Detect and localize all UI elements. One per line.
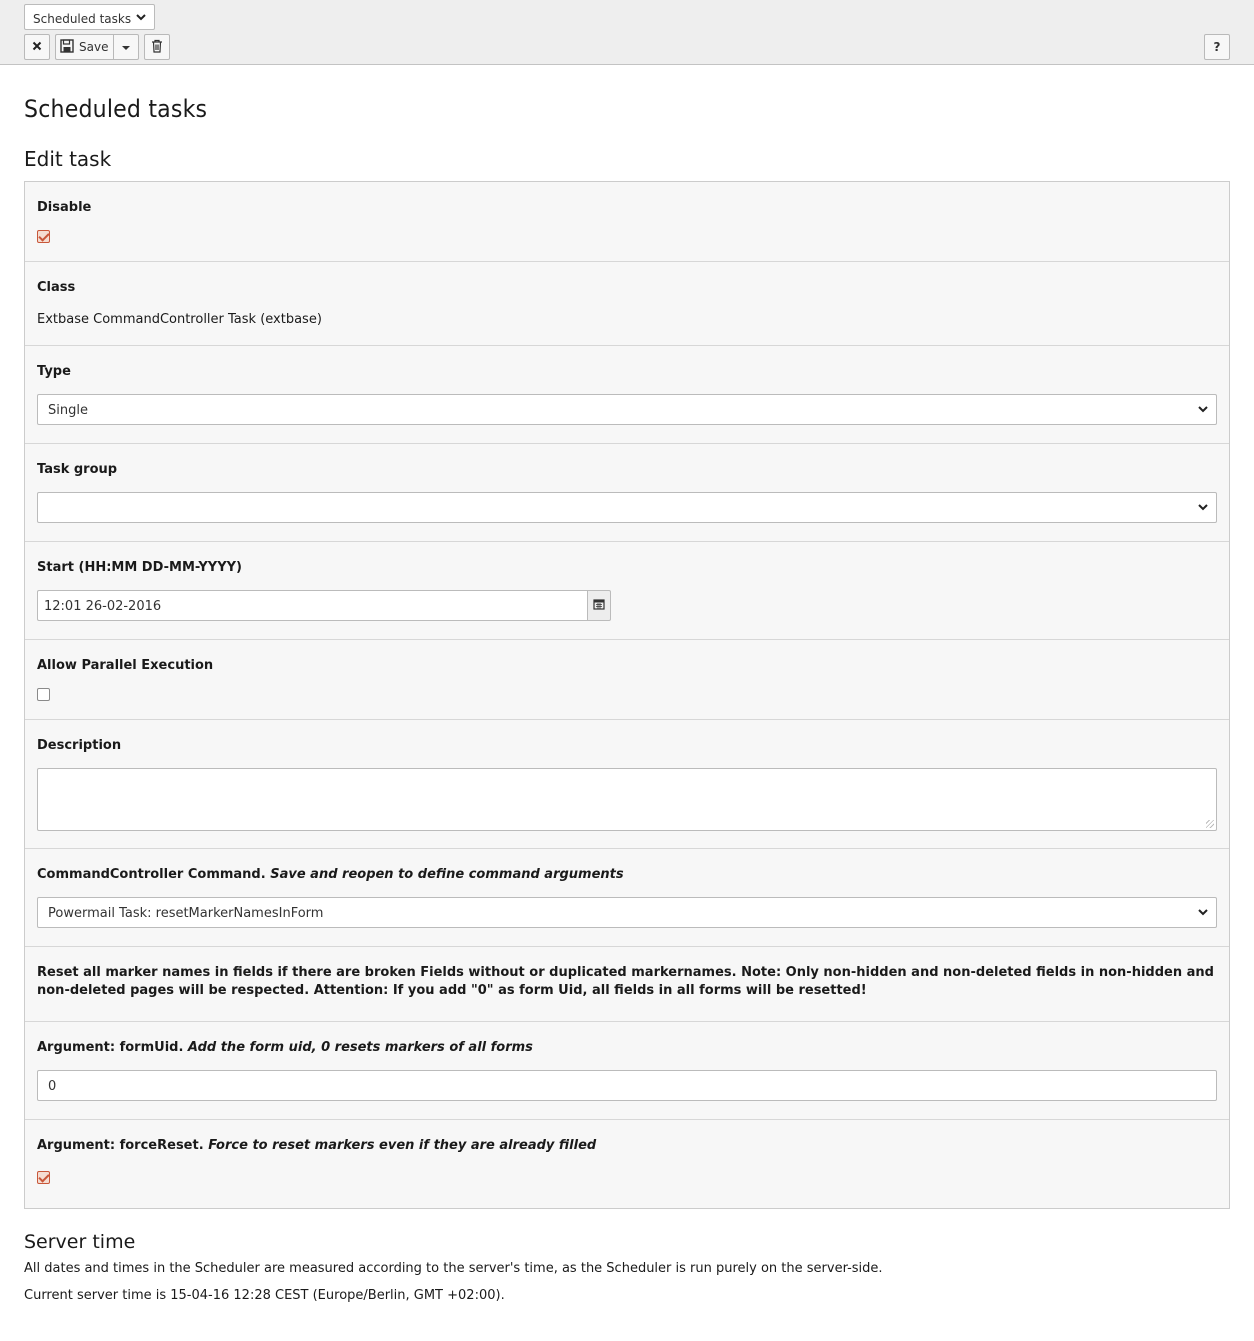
parallel-checkbox[interactable]	[37, 688, 50, 701]
start-input[interactable]: 12:01 26-02-2016	[37, 590, 587, 621]
chevron-down-icon	[1198, 906, 1208, 921]
formuid-label: Argument: formUid.	[37, 1040, 184, 1055]
help-label: ?	[1213, 40, 1221, 54]
module-select-value: Scheduled tasks	[33, 12, 132, 26]
parallel-label: Allow Parallel Execution	[37, 658, 214, 673]
type-label: Type	[37, 364, 71, 379]
calendar-icon	[593, 598, 605, 614]
save-dropdown-button[interactable]	[113, 34, 139, 60]
class-label: Class	[37, 280, 76, 295]
type-section	[25, 346, 1229, 444]
start-label: Start (HH:MM DD-MM-YYYY)	[37, 560, 242, 575]
close-button[interactable]	[24, 34, 50, 60]
chevron-down-icon	[136, 11, 146, 25]
formuid-hint: Add the form uid, 0 resets markers of all forms	[187, 1040, 533, 1055]
task-group-select[interactable]	[37, 492, 1217, 523]
command-description: Reset all marker names in fields if there are broken Fields without or duplicated markernames. Note: Only non-hidden and non-deleted fields in non-hidden and non-deleted pages will be respected. Attention: If you add "0" as form Uid, all fields in all forms will be resetted!	[37, 965, 1214, 998]
command-description-section	[25, 947, 1229, 1022]
command-label-wrap	[37, 866, 1217, 883]
calendar-button[interactable]	[587, 590, 611, 621]
forcereset-hint: Force to reset markers even if they are already filled	[208, 1138, 597, 1153]
start-section	[25, 542, 1229, 640]
type-select[interactable]	[37, 394, 1217, 425]
help-button[interactable]	[1204, 34, 1230, 60]
save-label: Save	[79, 40, 109, 54]
description-label: Description	[37, 738, 122, 753]
save-button[interactable]	[55, 34, 114, 60]
disable-label: Disable	[37, 200, 92, 215]
forcereset-label-wrap	[37, 1137, 1217, 1154]
chevron-down-icon	[1198, 403, 1208, 418]
disable-checkbox[interactable]	[37, 230, 50, 243]
doc-header	[0, 0, 1254, 65]
command-select-value: Powermail Task: resetMarkerNamesInForm	[48, 906, 324, 921]
command-label: CommandController Command.	[37, 867, 266, 882]
formuid-section	[25, 1022, 1229, 1120]
class-value: Extbase CommandController Task (extbase)	[37, 312, 322, 327]
server-time-heading: Server time	[24, 1231, 136, 1253]
server-time-section	[24, 1230, 1230, 1304]
task-group-label: Task group	[37, 462, 118, 477]
resize-handle[interactable]	[1206, 820, 1214, 828]
server-time-note: All dates and times in the Scheduler are measured according to the server's time, as the Scheduler is run purely on the server-side.	[24, 1261, 883, 1276]
command-hint: Save and reopen to define command arguments	[270, 867, 624, 882]
server-time-current: Current server time is 15-04-16 12:28 CEST (Europe/Berlin, GMT +02:00).	[24, 1288, 505, 1303]
forcereset-section	[25, 1120, 1229, 1208]
disable-section	[25, 182, 1229, 262]
formuid-input[interactable]: 0	[37, 1070, 1217, 1101]
forcereset-label: Argument: forceReset.	[37, 1138, 204, 1153]
page-subtitle: Edit task	[24, 147, 112, 171]
caret-down-icon	[122, 40, 130, 54]
type-select-value: Single	[48, 403, 88, 418]
class-section	[25, 262, 1229, 346]
chevron-down-icon	[1198, 501, 1208, 516]
task-form	[24, 181, 1230, 1209]
delete-button[interactable]	[144, 34, 170, 60]
trash-icon	[151, 39, 163, 56]
command-section	[25, 849, 1229, 947]
description-section	[25, 720, 1229, 849]
command-select[interactable]	[37, 897, 1217, 928]
start-datetime-field	[37, 590, 611, 621]
save-icon	[60, 39, 74, 56]
task-group-section	[25, 444, 1229, 542]
close-icon	[32, 40, 42, 54]
module-select[interactable]	[24, 4, 155, 30]
description-textarea[interactable]	[37, 768, 1217, 831]
page-title: Scheduled tasks	[24, 95, 208, 123]
parallel-section	[25, 640, 1229, 720]
forcereset-checkbox[interactable]	[37, 1171, 50, 1184]
formuid-label-wrap	[37, 1039, 1217, 1056]
